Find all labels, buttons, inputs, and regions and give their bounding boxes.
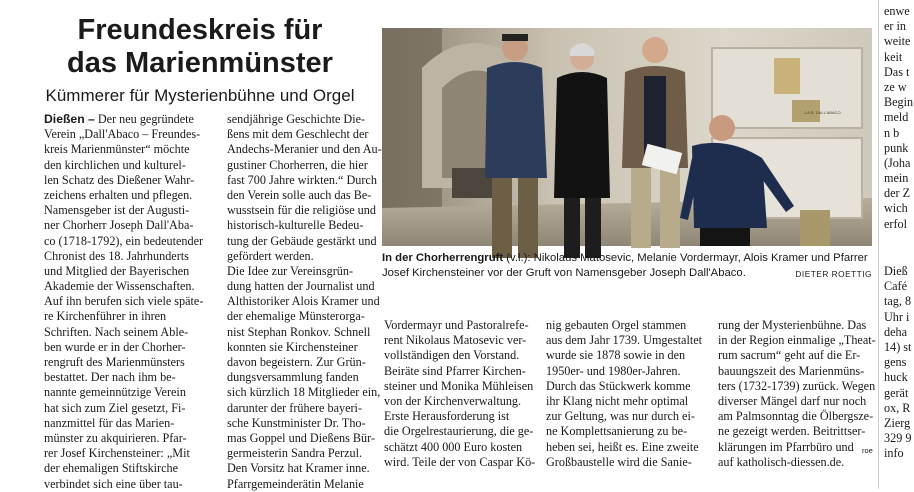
text-line: ben wurde er in der Chorher- [44,339,186,354]
text-line: den Verein solle auch das Be- [227,187,372,202]
text-line: heben sei, heißt es. Eine zweite [546,439,699,454]
neighbor-article-bottom [884,264,914,461]
text-line: klärungen im Pfarrbüro und [718,439,854,454]
text-line: sich kürzlich 18 Mitglieder ein, [227,385,381,400]
neighbor-text-line: punk [884,140,909,155]
neighbor-text-line: erfol [884,216,908,231]
text-line: re Kirchenführer in ihren [44,309,167,324]
neighbor-text-line: info [884,446,904,461]
text-line: steiner und Monika Mühleisen [384,378,534,393]
headline [30,14,370,80]
neighbor-text-line: gerät [884,385,909,400]
text-line: dung hatten der Journalist und [227,279,375,294]
article-column-4 [546,318,708,470]
article-column-2 [227,112,382,492]
text-line: ne gezeigt werden. Beitrittser- [718,424,866,439]
article-photo [382,28,872,246]
text-line: bauungszeit des Marienmüns- [718,363,865,378]
text-line: rent Nikolaus Matosevic ver- [384,333,527,348]
text-line: historisch-kulturelle Bedeu- [227,218,364,233]
neighbor-text-line: deha [884,324,908,339]
text-line: Schriften. Nach seinem Able- [44,324,189,339]
text-line: schätzt 400 000 Euro kosten [384,439,523,454]
caption-bold: In der Chorherrengruft [382,252,504,264]
text-line: verbindet sich eine über tau- [44,476,183,491]
text-line: Chronist des 18. Jahrhunderts [44,248,189,263]
text-line: sche Kunstminister Dr. Tho- [227,415,366,430]
neighbor-text-line: huck [884,370,908,385]
text-line: dungsversammlung fanden [227,370,359,385]
text-line: zur Geltung, was nur durch ei- [546,409,695,424]
text-line: davon begeistern. Zur Grün- [227,355,366,369]
neighbor-text-line: weite [884,34,911,49]
text-line: zeichens erhalten und pflegen. [44,187,193,202]
headline-line-2: das Marienmünster [67,47,333,79]
article-column-3 [384,318,534,470]
neighbor-text-line: ze w [884,79,907,94]
text-line: rer Josef Kirchensteiner: „Mit [44,446,190,461]
text-line: auf katholisch-diessen.de. [718,454,845,469]
text-line: Den Vorsitz hat Kramer inne. [227,461,370,476]
text-line: vollständigen den Vorstand. [384,348,520,363]
text-line: sendjährige Geschichte Die- [227,112,366,126]
text-line: Verein „Dall'Abaco – Freundes- [44,127,201,142]
text-line: in der Region einmalige „Theat- [718,333,876,348]
text-line: münster zu akquirieren. Pfar- [44,430,187,445]
neighbor-text-line: enwe [884,4,910,18]
neighbor-text-line: wich [884,201,908,216]
subheadline: Kümmerer für Mysterienbühne und Orgel [45,86,355,105]
text-line: Vordermayr und Pastoralrefe- [384,318,529,332]
text-line: tung der Gebäude gestärkt und [227,233,377,248]
text-line: fast 700 Jahre wirkten.“ Durch [227,172,377,187]
text-line: konnten sie Kirchensteiner [227,339,358,354]
neighbor-text-line: 329 9 [884,431,912,446]
text-line: ters (1732-1739) zurück. Wegen [718,378,876,393]
text-line: 1950er- und 1980er-Jahren. [546,363,681,378]
text-line: gefördert werden. [227,248,314,263]
text-line: Erste Herausforderung ist [384,409,510,424]
text-line: nannte gemeinnützige Verein [44,385,186,400]
text-line: germeisterin Sandra Perzul. [227,446,363,461]
plaque-text: J.A.B. DALL'ABACO [804,110,841,115]
text-line: kreis Marienmünster“ möchte [44,142,190,157]
caption-text: (v.l.): Nikolaus Matosevic, Melanie Vordermayr, Alois Kramer und Pfarrer Josef Kirchensteiner vor der Gruft von Namensgeber Joseph Dall'Abaco. [382,252,868,279]
text-line: mas Goppel und Dießens Bür- [227,430,376,445]
photo-credit: DIETER ROETTIG [795,268,872,279]
neighbor-text-line: er in [884,19,906,34]
text-line: rum sacrum“ geht auf die Er- [718,348,861,363]
neighbor-text-line: keit [884,49,903,64]
neighbor-text-line: Café [884,279,908,294]
text-line: wurde sie 1878 sowie in den [546,348,686,363]
text-line: Durch das Stückwerk komme [546,378,691,393]
neighbor-text-line: Das t [884,64,910,79]
text-line: diverser Mängel darf nur noch [718,393,867,408]
text-line: Beiräte sind Pfarrer Kirchen- [384,363,526,378]
dateline: Dießen – [44,112,95,126]
neighbor-text-line: tag, 8 [884,294,912,309]
text-line: der ehemalige Münsterorga- [227,309,365,324]
article-column-1 [44,112,215,492]
photo-caption [382,251,872,280]
neighbor-article-top [884,4,914,232]
headline-line-1: Freundeskreis für [77,14,323,46]
text-line: Die Idee zur Vereinsgrün- [227,263,353,278]
text-line: len Schatz des Dießener Wahr- [44,172,195,187]
text-line: bestattet. Der nach ihm be- [44,370,176,385]
text-line: ner Chorherr Joseph Dall'Aba- [44,218,194,233]
neighbor-text-line: ox, R [884,400,911,415]
neighbor-text-line: 14) st [884,339,912,354]
text-line: rung der Mysterienbühne. Das [718,318,867,332]
neighbor-text-line: gens [884,355,907,370]
text-line: aus dem Jahr 1739. Umgestaltet [546,333,703,348]
text-line: co (1718-1792), ein bedeutender [44,233,204,248]
author-initials: roe [862,446,873,455]
text-line: von der Kirchenverwaltung. [384,393,522,408]
column-divider [878,0,879,489]
text-line: nig gebauten Orgel stammen [546,318,687,332]
text-line: Der neu gegründete [97,112,194,126]
text-line: ihr Klang nicht mehr optimal [546,393,689,408]
text-line: rengruft des Marienmünsters [44,355,185,369]
text-line: die Orgelrestaurierung, die ge- [384,424,534,439]
text-line: und Mitglied der Bayerischen [44,263,190,278]
text-line [44,112,215,127]
neighbor-text-line: (Joha [884,155,911,170]
text-line: Andechs-Meranier und den Au- [227,142,382,157]
text-line: gustiner Chorherren, die hier [227,157,368,172]
text-line: Großbaustelle wird die Sanie- [546,454,692,469]
neighbor-text-line: Dieß [884,264,908,278]
text-line: wird. Teile der von Caspar Kö- [384,454,536,469]
neighbor-text-line: Zierg [884,415,911,430]
text-line: Pfarrgemeinderätin Melanie [227,476,364,491]
text-line: nanzmittel für das Marien- [44,415,175,430]
neighbor-text-line: meld [884,110,909,125]
neighbor-text-line: der Z [884,186,911,201]
text-line: Auf ihn berufen sich viele späte- [44,294,204,309]
neighbor-text-line: Uhr i [884,309,910,324]
text-line: ßens mit dem Geschlecht der [227,127,369,142]
neighbor-text-line: mein [884,171,909,186]
text-line: Althistoriker Alois Kramer und [227,294,380,309]
text-line: der ehemaligen Stiftskirche [44,461,179,476]
text-line: wusstsein für die religiöse und [227,203,376,218]
text-line: am Palmsonntag die Ölbergsze- [718,409,874,424]
text-line: den kirchlichen und kulturel- [44,157,186,172]
text-line: ne Komplettsanierung zu be- [546,424,688,439]
crypt-photo-illustration [382,28,872,246]
text-line: Namensgeber ist der Augusti- [44,203,190,218]
text-line: darunter der frühere bayeri- [227,400,362,415]
text-line: nist Stephan Ronkov. Schnell [227,324,371,339]
neighbor-text-line: Begin [884,95,914,110]
neighbor-text-line: n b [884,125,900,140]
text-line: hat sich zum Ziel gesetzt, Fi- [44,400,186,415]
article-column-5 [718,318,878,470]
text-line: Akademie der Wissenschaften. [44,279,195,294]
